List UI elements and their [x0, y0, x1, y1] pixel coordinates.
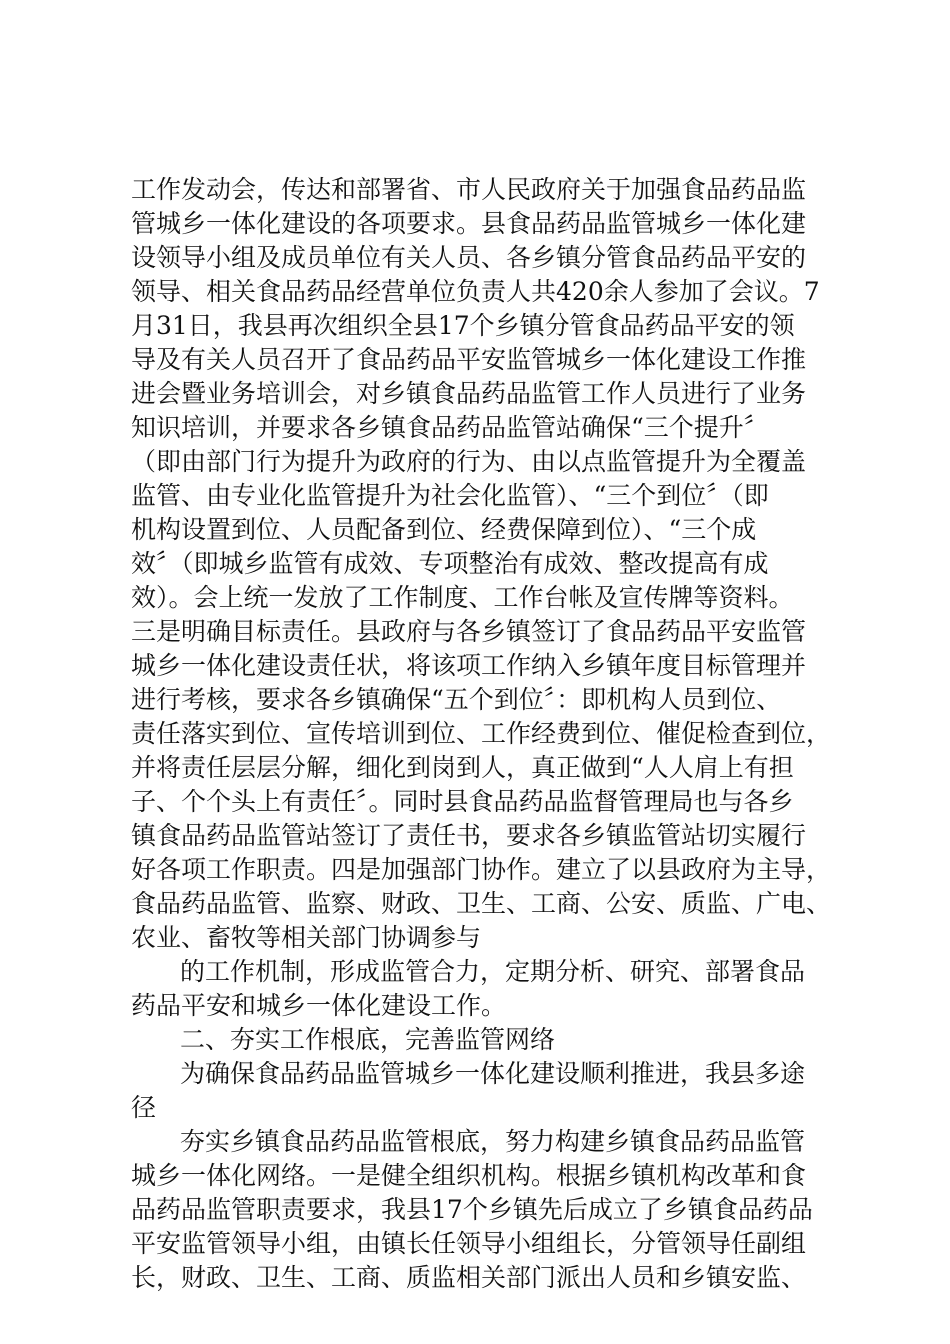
paragraph-first-line: 夯实乡镇食品药品监管根底，努力构建乡镇食品药品监管: [180, 1127, 806, 1156]
text-line: 工作发动会，传达和部署省、市人民政府关于加强食品药品监: [131, 175, 807, 204]
text-line: 责任落实到位、宣传培训到位、工作经费到位、催促检查到位，: [131, 719, 832, 748]
text-line: 设领导小组及成员单位有关人员、各乡镇分管食品药品平安的: [131, 243, 807, 272]
text-line: 监管、由专业化监管提升为社会化监管）、“三个到位〞（即: [131, 481, 769, 510]
text-line: 知识培训，并要求各乡镇食品药品监管站确保“三个提升〞: [131, 413, 769, 442]
text-line: 子、个个头上有责任〞。同时县食品药品监督管理局也与各乡: [131, 787, 794, 816]
body-text: [131, 173, 831, 1295]
text-line: 并将责任层层分解，细化到岗到人，真正做到“人人肩上有担: [131, 753, 794, 782]
text-line: 导及有关人员召开了食品药品平安监管城乡一体化建设工作推: [131, 345, 807, 374]
text-line: 长，财政、卫生、工商、质监相关部门派出人员和乡镇安监、: [131, 1263, 807, 1292]
text-line: 管城乡一体化建设的各项要求。县食品药品监管城乡一体化建: [131, 209, 807, 238]
text-line: 三是明确目标责任。县政府与各乡镇签订了食品药品平安监管: [131, 617, 807, 646]
text-line: 径: [131, 1093, 157, 1122]
paragraph-first-line: 二、夯实工作根底，完善监管网络: [180, 1025, 556, 1054]
paragraph-first-line: 为确保食品药品监管城乡一体化建设顺利推进，我县多途: [180, 1059, 806, 1088]
text-line: 进会暨业务培训会，对乡镇食品药品监管工作人员进行了业务: [131, 379, 807, 408]
text-line: 好各项工作职责。四是加强部门协作。建立了以县政府为主导，: [131, 855, 832, 884]
text-line: 机构设置到位、人员配备到位、经费保障到位）、“三个成: [131, 515, 757, 544]
text-line: 药品平安和城乡一体化建设工作。: [131, 991, 507, 1020]
text-line: 平安监管领导小组，由镇长任领导小组组长，分管领导任副组: [131, 1229, 807, 1258]
text-line: 镇食品药品监管站签订了责任书，要求各乡镇监管站切实履行: [131, 821, 807, 850]
text-line: 月31日，我县再次组织全县17个乡镇分管食品药品平安的领: [131, 311, 795, 340]
text-line: 城乡一体化网络。一是健全组织机构。根据乡镇机构改革和食: [131, 1161, 807, 1190]
text-line: 效〞（即城乡监管有成效、专项整治有成效、整改提高有成: [131, 549, 769, 578]
paragraph-first-line: 的工作机制，形成监管合力，定期分析、研究、部署食品: [180, 957, 806, 986]
text-line: 城乡一体化建设责任状，将该项工作纳入乡镇年度目标管理并: [131, 651, 807, 680]
text-line: 效）。会上统一发放了工作制度、工作台帐及宣传牌等资料。: [131, 583, 794, 612]
text-line: 食品药品监管、监察、财政、卫生、工商、公安、质监、广电、: [131, 889, 832, 918]
text-line: （即由部门行为提升为政府的行为、由以点监管提升为全覆盖: [131, 447, 807, 476]
text-line: 农业、畜牧等相关部门协调参与: [131, 923, 482, 952]
text-line: 领导、相关食品药品经营单位负责人共420余人参加了会议。7: [131, 277, 820, 306]
text-line: 品药品监管职责要求，我县17个乡镇先后成立了乡镇食品药品: [131, 1195, 813, 1224]
text-line: 进行考核，要求各乡镇确保“五个到位〞：即机构人员到位、: [131, 685, 782, 714]
